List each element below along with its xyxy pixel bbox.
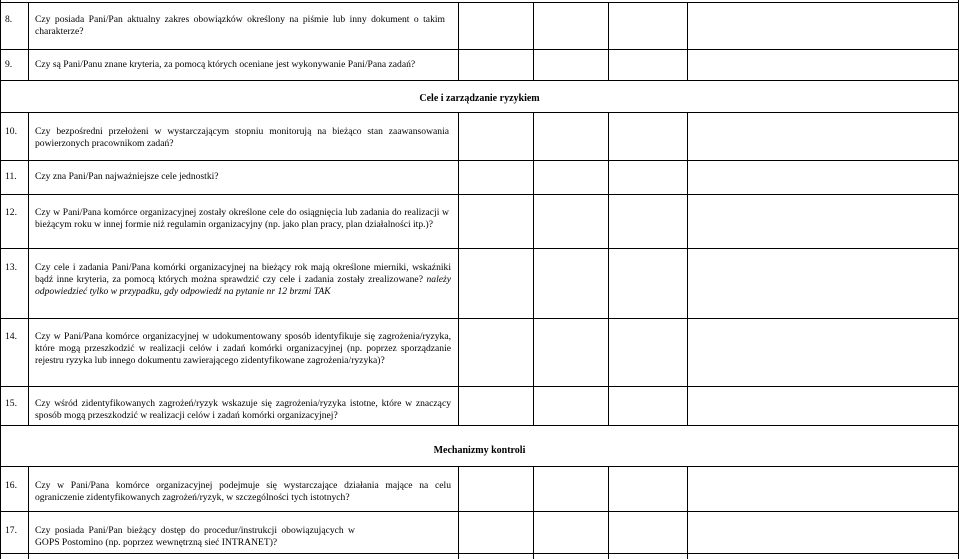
col-border (458, 112, 459, 426)
section-heading-control: Mechanizmy kontroli (433, 445, 526, 456)
col-border (28, 466, 29, 559)
row-border (0, 386, 959, 387)
col-border (687, 466, 688, 559)
question-number: 9. (5, 59, 13, 70)
question-text: Czy posiada Pani/Pan bieżący dostęp do procedur/instrukcji obowiązujących w GOPS Postomino (np. poprzez wewnętrzną sieć INTRANET)? (35, 525, 355, 548)
question-text: Czy zna Pani/Pan najważniejsze cele jednostki? (35, 171, 219, 182)
col-border (533, 466, 534, 559)
question-text: Czy w Pani/Pana komórce organizacyjnej w udokumentowany sposób identyfikuje się zagrożenia/ryzyka, które mogą przeszkodzić w realizacji celów i zadań komórki organizacyjnej (np. poprzez sporządzanie rejestru ryzyka lub innego dokumentu zawierającego zidentyfikowane zagrożenia/ryzyka)? (35, 331, 451, 366)
col-border (28, 2, 29, 49)
col-border (28, 112, 29, 466)
col-border (0, 0, 1, 559)
row-border (0, 248, 959, 249)
col-border (533, 112, 534, 426)
question-number: 11. (5, 171, 17, 182)
col-border (608, 49, 609, 80)
row-border (0, 2, 959, 3)
col-border (608, 2, 609, 49)
row-border (0, 49, 959, 50)
row-border (0, 194, 959, 195)
row-border (0, 80, 959, 81)
section-heading-risk: Cele i zarządzanie ryzykiem (419, 93, 540, 104)
question-text: Czy w Pani/Pana komórce organizacyjnej podejmuje się wystarczające działania mające na celu ograniczenie zidentyfikowanych zagrożeń/ryzyk, w szczególności tych istotnych? (35, 480, 451, 503)
question-text: Czy w Pani/Pana komórce organizacyjnej zostały określone cele do osiągnięcia lub zadania do realizacji w bieżącym roku w innej formie niż regulamin organizacyjny (np. jako plan pracy, plan działalności itp.)? (35, 207, 449, 230)
col-border (28, 49, 29, 80)
col-border (608, 112, 609, 426)
question-number: 12. (5, 207, 17, 218)
row-border (0, 318, 959, 319)
question-number: 13. (5, 262, 17, 273)
col-border (608, 466, 609, 559)
question-text: Czy bezpośredni przełożeni w wystarczającym stopniu monitorują na bieżąco stan zaawansowania powierzonych pracownikom zadań? (35, 126, 449, 149)
row-border (0, 112, 959, 113)
question-number: 8. (5, 14, 13, 25)
col-border (687, 49, 688, 80)
row-border (0, 511, 959, 512)
question-number: 16. (5, 480, 17, 491)
col-border (458, 2, 459, 49)
col-border (458, 49, 459, 80)
question-text-main: Czy cele i zadania Pani/Pana komórki organizacyjnej na bieżący rok mają określone mierniki, wskaźniki bądź inne kryteria, za pomocą których można sprawdzić czy cele i zadania zostały zrealizowane? (35, 262, 451, 285)
question-text: Czy wśród zidentyfikowanych zagrożeń/ryzyk wskazuje się zagrożenia/ryzyka istotne, które w znaczący sposób mogą przeszkodzić w realizacji celów i zadań komórki organizacyjnej? (35, 398, 451, 421)
question-number: 15. (5, 398, 17, 409)
question-number: 10. (5, 126, 17, 137)
question-number: 17. (5, 525, 17, 536)
question-text: Czy są Pani/Panu znane kryteria, za pomocą których oceniane jest wykonywanie Pani/Pana zadań? (35, 59, 416, 70)
row-border (0, 553, 959, 554)
col-border (533, 2, 534, 49)
row-border (0, 466, 959, 467)
col-border (533, 49, 534, 80)
row-border (0, 160, 959, 161)
question-text: Czy posiada Pani/Pan aktualny zakres obowiązków określony na piśmie lub inny dokument o takim charakterze? (35, 14, 445, 37)
question-text (35, 262, 451, 298)
col-border (687, 2, 688, 49)
col-border (458, 466, 459, 559)
question-note: należy odpowiedzieć tylko w przypadku, gdy odpowiedź na pytanie nr 12 brzmi TAK (35, 274, 451, 297)
col-border (687, 112, 688, 426)
question-number: 14. (5, 331, 17, 342)
